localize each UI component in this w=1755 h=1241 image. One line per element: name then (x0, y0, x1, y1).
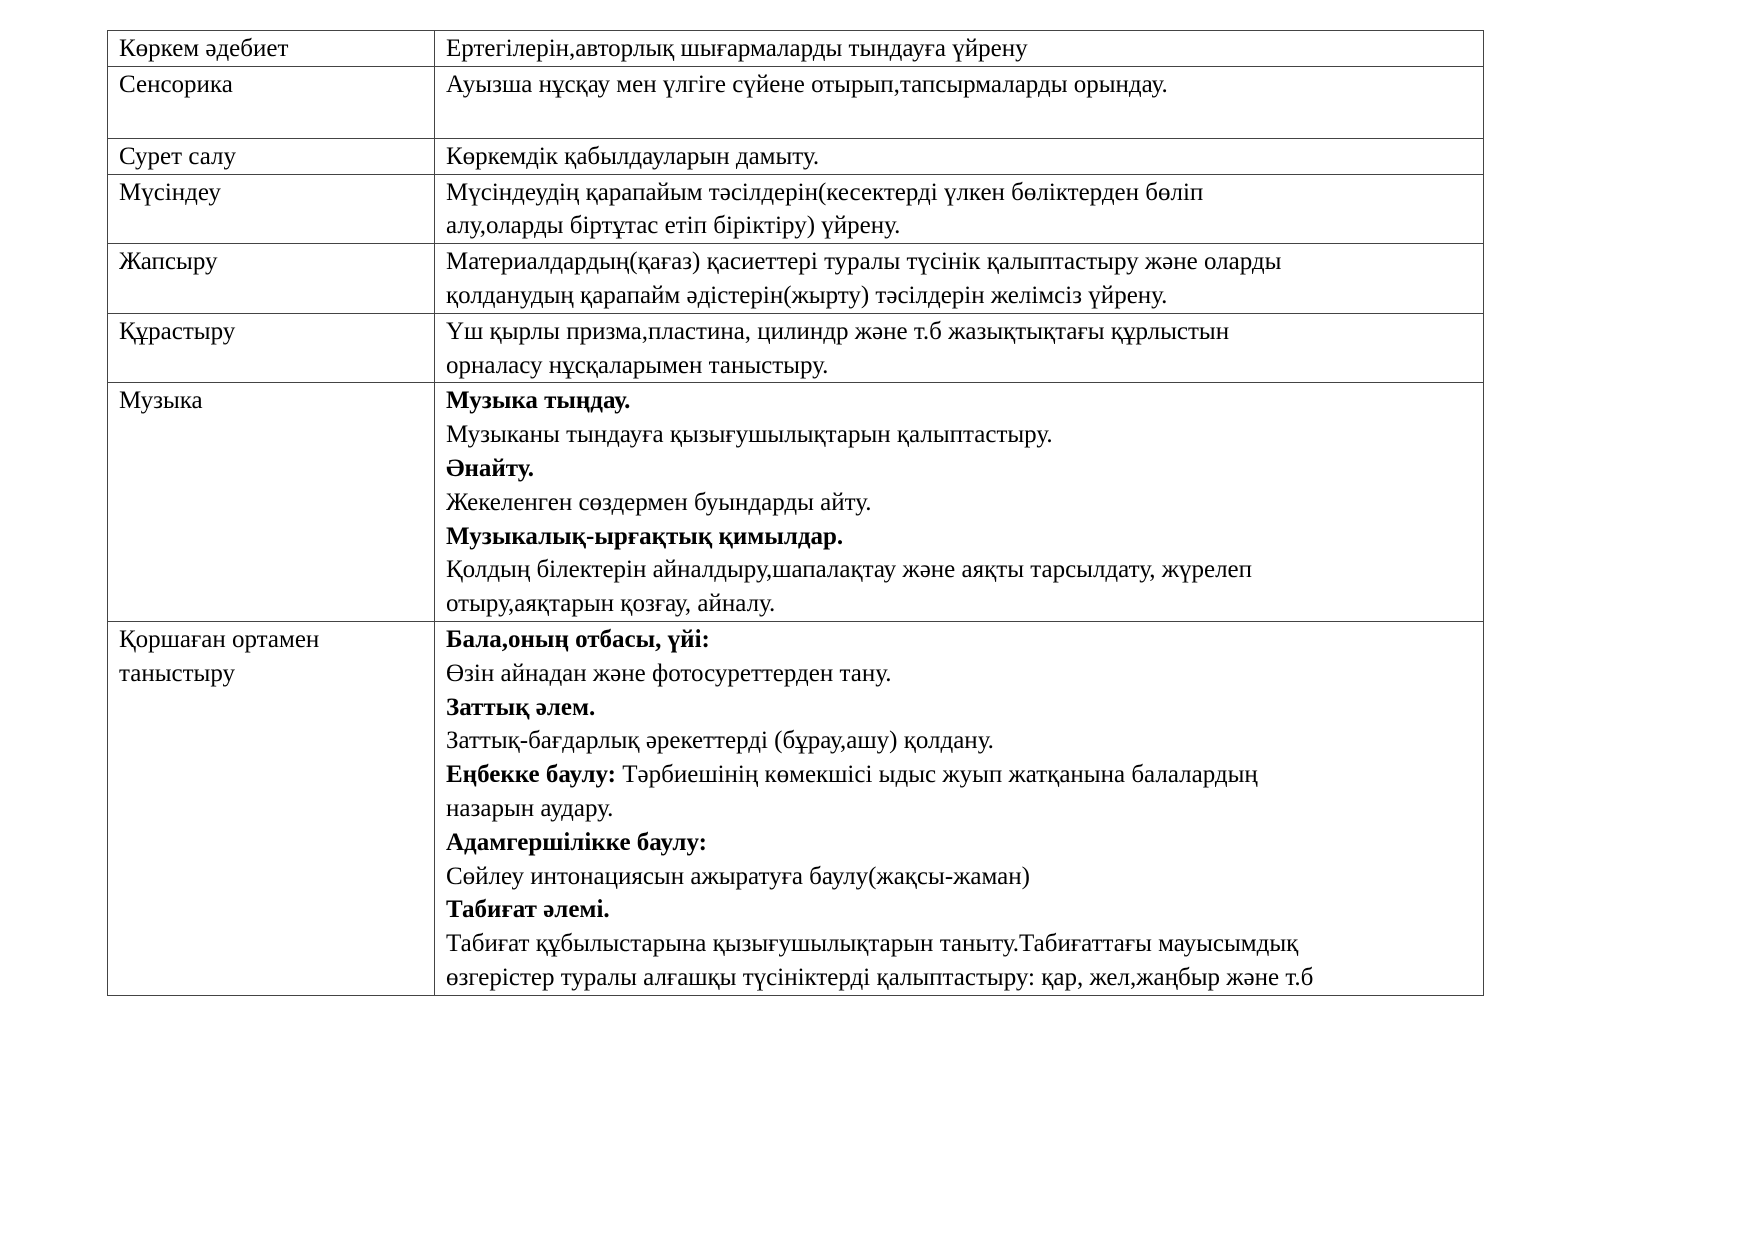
content-line (446, 418, 1473, 452)
table-row (108, 621, 1484, 995)
subject-label: Сурет салу (119, 142, 237, 170)
content-text: Тәрбиешінің көмекшісі ыдыс жуып жатқанына балалардың (616, 761, 1258, 789)
subject-cell (108, 383, 435, 622)
section-heading: Табиғат әлемі. (446, 896, 610, 924)
content-line (446, 68, 1473, 102)
section-heading: Бала,оның отбасы, үйі: (446, 625, 710, 653)
content-cell (435, 621, 1484, 995)
content-line (446, 587, 1473, 621)
section-heading: Музыкалық-ырғақтық қимылдар. (446, 522, 844, 550)
content-cell (435, 66, 1484, 138)
content-line (446, 140, 1473, 174)
content-line (446, 553, 1473, 587)
section-heading: Еңбекке баулу: (446, 761, 617, 789)
subject-label: Жапсыру (119, 248, 218, 276)
content-line (446, 657, 1473, 691)
content-text: Материалдардың(қағаз) қасиеттері туралы түсінік қалыптастыру және оларды (446, 248, 1282, 276)
section-heading: Адамгершілікке баулу: (446, 828, 707, 856)
content-line (446, 209, 1473, 243)
section-heading: Музыка тыңдау. (446, 387, 631, 415)
content-line (446, 279, 1473, 313)
content-cell (435, 174, 1484, 244)
content-line (446, 486, 1473, 520)
content-text: Өзін айнадан және фотосуреттерден тану. (446, 659, 892, 687)
content-cell (435, 244, 1484, 314)
table-row (108, 66, 1484, 138)
content-text: Үш қырлы призма,пластина, цилиндр және т.б жазықтықтағы құрлыстын (446, 317, 1230, 345)
content-text: Жекеленген сөздермен буындарды айту. (446, 488, 872, 516)
content-line (446, 724, 1473, 758)
content-line (446, 349, 1473, 383)
subject-cell (108, 313, 435, 383)
content-line (446, 623, 1473, 657)
subject-label: Мүсіндеу (119, 178, 221, 206)
content-line (446, 176, 1473, 210)
table-row (108, 138, 1484, 174)
content-text: Қолдың білектерін айналдыру,шапалақтау және аяқты тарсылдату, жүрелеп (446, 556, 1253, 584)
subject-cell (108, 31, 435, 67)
content-line (446, 384, 1473, 418)
table-body (108, 31, 1484, 996)
content-text: Сөйлеу интонациясын ажыратуға баулу(жақсы-жаман) (446, 862, 1030, 890)
subject-label: таныстыру (119, 659, 235, 687)
subject-label: Музыка (119, 387, 203, 415)
subject-label: Көркем әдебиет (119, 35, 289, 62)
table-row (108, 313, 1484, 383)
content-text: орналасу нұсқаларымен таныстыру. (446, 351, 829, 379)
content-line (446, 32, 1473, 66)
subject-cell (108, 244, 435, 314)
subject-cell (108, 138, 435, 174)
content-text: Мүсіндеудің қарапайым тәсілдерін(кесектерді үлкен бөліктерден бөліп (446, 178, 1204, 206)
table-row (108, 174, 1484, 244)
subject-label: Қоршаған ортамен (119, 625, 320, 653)
content-text: алу,оларды біртұтас етіп біріктіру) үйрену. (446, 212, 901, 240)
content-line (446, 860, 1473, 894)
subject-cell (108, 174, 435, 244)
content-text: Ертегілерін,авторлық шығармаларды тындауға үйрену (446, 35, 1028, 62)
content-line (446, 452, 1473, 486)
content-cell (435, 313, 1484, 383)
table-row (108, 31, 1484, 67)
table-row (108, 383, 1484, 622)
subject-label: Сенсорика (119, 70, 233, 98)
content-line (446, 758, 1473, 792)
content-line (446, 315, 1473, 349)
content-line (446, 245, 1473, 279)
content-line (446, 691, 1473, 725)
section-heading: Заттық әлем. (446, 693, 596, 721)
table-row (108, 244, 1484, 314)
content-line (446, 520, 1473, 554)
subject-cell (108, 66, 435, 138)
curriculum-table (107, 30, 1484, 996)
content-text: Музыканы тындауға қызығушылықтарын қалыптастыру. (446, 421, 1053, 449)
content-line (446, 893, 1473, 927)
content-cell (435, 383, 1484, 622)
subject-cell (108, 621, 435, 995)
section-heading: Әнайту. (446, 454, 534, 482)
subject-label: Құрастыру (119, 317, 236, 345)
content-cell (435, 138, 1484, 174)
content-cell (435, 31, 1484, 67)
content-line (446, 826, 1473, 860)
content-line (446, 792, 1473, 826)
content-line (446, 927, 1473, 961)
content-text: отыру,аяқтарын қозғау, айналу. (446, 590, 776, 618)
content-text: Табиғат құбылыстарына қызығушылықтарын таныту.Табиғаттағы мауысымдық (446, 930, 1299, 958)
content-line (446, 961, 1473, 995)
content-text: Көркемдік қабылдауларын дамыту. (446, 142, 820, 170)
content-text: өзгерістер туралы алғашқы түсініктерді қалыптастыру: қар, жел,жаңбыр және т.б (446, 963, 1314, 991)
content-text: Ауызша нұсқау мен үлгіге сүйене отырып,тапсырмаларды орындау. (446, 70, 1168, 98)
content-text: назарын аудару. (446, 794, 614, 822)
content-text: қолданудың қарапайм әдістерін(жырту) тәсілдерін желімсіз үйрену. (446, 281, 1168, 309)
content-text: Заттық-бағдарлық әрекеттерді (бұрау,ашу) қолдану. (446, 727, 994, 755)
